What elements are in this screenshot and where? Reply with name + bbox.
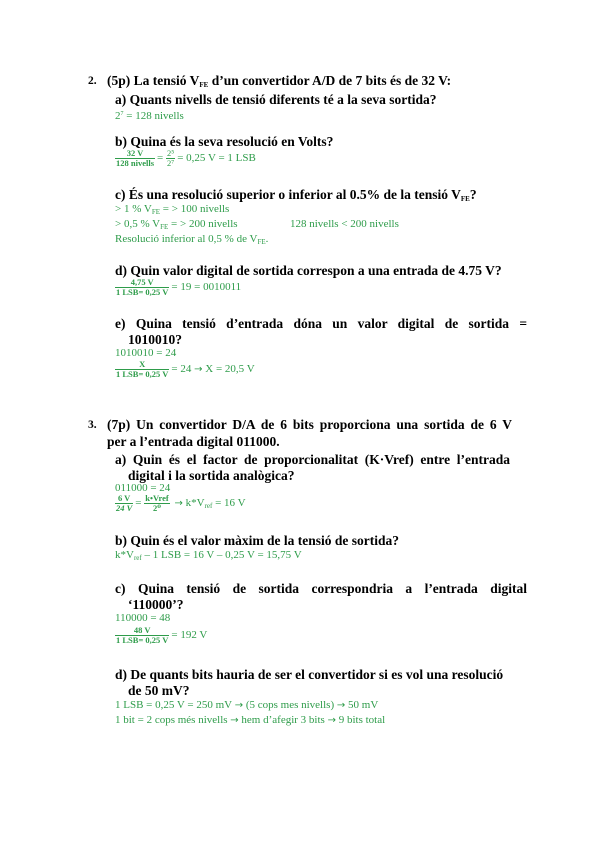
q2c-text-b: ? (469, 187, 477, 202)
q2d-frac-num: 4,75 V (115, 278, 169, 288)
arrow-icon: → (327, 715, 336, 726)
q3a-line-1: 011000 = 24 (115, 482, 171, 494)
q3c-frac-num: 48 V (115, 626, 169, 636)
q3-number: 3. (88, 419, 97, 431)
q3d-l2a: 1 bit = 2 cops més nivells (115, 714, 228, 726)
q2a-answer (115, 108, 184, 123)
q2c-l3a: Resolució inferior al 0,5 % de V (115, 233, 258, 245)
q3a-ans-b: = 16 V (212, 497, 246, 510)
q2a-text: Quants nivells de tensió diferents té a la seva sortida? (129, 92, 437, 107)
q3b-ans-b: – 1 LSB = 16 V – 0,25 V = 15,75 V (141, 549, 302, 561)
q2c-line-2 (115, 218, 238, 234)
q2b-text: Quina és la seva resolució en Volts? (130, 134, 334, 149)
q2c-l1sub: FE (151, 208, 161, 216)
arrow-icon: → (230, 715, 239, 726)
q3b-answer (115, 549, 302, 565)
q2e-frac-num: X (115, 360, 169, 370)
q2c-line-3 (115, 233, 268, 249)
q3d-question-line-1 (115, 666, 535, 683)
q3a-question-line-2: digital i la sortida analògica? (128, 468, 295, 483)
q3b-text: Quin és el valor màxim de la tensió de sortida? (130, 533, 400, 548)
q3b-ans-sub: ref (133, 554, 142, 562)
q2d-text: Quin valor digital de sortida correspon a una entrada de 4.75 V? (130, 263, 502, 278)
q2e-label: e) (115, 316, 126, 331)
q2d-answer (115, 278, 241, 297)
q2-points: (5p) (107, 73, 131, 88)
q3a-frac1-den: 24 V (116, 503, 133, 513)
q3-points: (7p) (107, 417, 131, 432)
q2e-fraction (115, 360, 169, 379)
q2b-rest: = 0,25 V = 1 LSB (177, 152, 256, 165)
q2e-question-line-1 (115, 315, 527, 332)
q2e-text-1: Quina tensió d’entrada dóna un valor digital de sortida = (135, 316, 528, 331)
q2b-fraction-2 (166, 149, 175, 168)
q3c-line-1: 110000 = 48 (115, 612, 171, 624)
q3a-ans-sub: ref (204, 502, 213, 511)
q3a-frac1-num: 6 V (115, 494, 133, 504)
q3c-label: c) (115, 581, 126, 596)
q2b-frac1-num: 32 V (115, 149, 155, 159)
q2e-frac-den: 1 LSB= 0,25 V (116, 369, 169, 379)
q3d-question-line-2: de 50 mV? (128, 683, 190, 698)
q2e-rest: X = 20,5 V (205, 363, 255, 376)
q3a-frac2-num: k•Vref (145, 493, 169, 503)
q2e-line-1: 1010010 = 24 (115, 347, 177, 359)
q2c-text-a: És una resolució superior o inferior al 0.5% de la tensió V (128, 187, 461, 202)
q3c-question-line-1 (115, 580, 527, 597)
q2e-question-line-2: 1010010? (128, 332, 182, 347)
q3c-frac-den: 1 LSB= 0,25 V (116, 635, 169, 645)
q2c-line-1 (115, 203, 229, 219)
q2c-l2b: = > 200 nivells (168, 218, 238, 230)
q3c-rest: = 192 V (171, 629, 208, 642)
q3d-line-1 (115, 699, 378, 712)
q2c-l2a: > 0,5 % V (115, 218, 161, 230)
q3d-l2b: hem d’afegir 3 bits (241, 714, 325, 726)
q2a-label: a) (115, 92, 127, 107)
q3d-text-1: De quants bits hauria de ser el convertidor si es vol una resolució (130, 667, 504, 682)
q2-text-sub: FE (199, 81, 209, 89)
arrow-icon: → (194, 364, 203, 376)
q3a-frac2-den: 2⁰ (152, 503, 161, 513)
q3-text-1: Un convertidor D/A de 6 bits proporciona una sortida de 6 V (136, 417, 513, 432)
q3b-label: b) (115, 533, 128, 548)
q2d-label: d) (115, 263, 128, 278)
q2-text-b: d’un convertidor A/D de 7 bits és de 32 V: (208, 73, 452, 88)
q3d-l1c: 50 mV (348, 699, 379, 711)
q2a-rest: = 128 nivells (123, 110, 184, 122)
q3a-answer: $\frac{6 V}{24 V}$ = $\frac{\text{k•Vref}}{\text{2⁰}}$ → $k*V_{ref} = 16$ V (116, 493, 246, 513)
q3b-ans-a: k*V (115, 549, 134, 561)
q3c-question-line-2: ‘110000’? (128, 597, 184, 612)
q2e-mid: = 24 (171, 363, 192, 376)
q3a-ans-a: k*V (185, 497, 205, 510)
q3a-label: a) (115, 452, 127, 467)
q2d-frac-den: 1 LSB= 0,25 V (116, 287, 169, 297)
q2c-l1b: = > 100 nivells (160, 203, 230, 215)
q2b-fraction-1 (115, 149, 155, 168)
q2b-label: b) (115, 134, 128, 149)
q3d-label: d) (115, 667, 128, 682)
q3a-fraction-2 (144, 494, 169, 513)
q2c-l3b: . (265, 233, 269, 245)
q2c-label: c) (115, 187, 126, 202)
q2b-frac1-den: 128 nivells (116, 158, 155, 168)
arrow-icon: → (174, 498, 183, 510)
q3d-l1a: 1 LSB = 0,25 V = 250 mV (115, 699, 232, 711)
q3c-text-1: Quina tensió de sortida correspondria a l’entrada digital (137, 581, 527, 596)
q2a-base: 2 (115, 110, 121, 122)
q2b-answer: $\frac{32 V}{\text{128 nivells}}$ = $\frac{\text{2⁵}}{\text{2⁷}}$ = 0,25 V = 1 LSB (116, 148, 256, 168)
q2b-question (115, 133, 333, 150)
q2-number: 2. (88, 75, 97, 87)
q2d-question (115, 262, 502, 279)
q3d-line-2 (115, 714, 385, 727)
q3-heading-line-1 (107, 416, 512, 433)
q2d-rest: = 19 = 0010011 (171, 281, 242, 294)
q3-heading-line-2: per a l’entrada digital 011000. (107, 434, 280, 449)
q2c-l3sub: FE (257, 238, 266, 246)
q2-text-a: La tensió V (133, 73, 200, 88)
q2e-answer (115, 360, 255, 379)
q3b-question (115, 532, 399, 549)
q3a-text-1: Quin és el factor de proporcionalitat (K·Vref) entre l’entrada (132, 452, 511, 467)
q3c-answer (115, 626, 207, 645)
q3d-l1b: (5 cops mes nivells) (245, 699, 335, 711)
q2c-text-sub: FE (460, 195, 470, 203)
q2d-fraction (115, 278, 169, 297)
q2c-l1a: > 1 % V (115, 203, 152, 215)
q2a-exp: 7 (120, 111, 124, 117)
q2c-comparison: 128 nivells < 200 nivells (290, 218, 399, 230)
q2b-frac2-den: 2⁷ (167, 158, 175, 168)
q3a-question-line-1 (115, 451, 510, 468)
arrow-icon: → (234, 700, 244, 711)
q3a-fraction-1 (115, 494, 133, 513)
q3c-fraction (115, 626, 169, 645)
q2a-question (115, 91, 437, 108)
q3d-l2c: 9 bits total (338, 714, 386, 726)
q2b-frac2-num: 2⁵ (167, 148, 175, 158)
arrow-icon: → (336, 700, 346, 711)
q2c-l2sub: FE (160, 223, 169, 231)
